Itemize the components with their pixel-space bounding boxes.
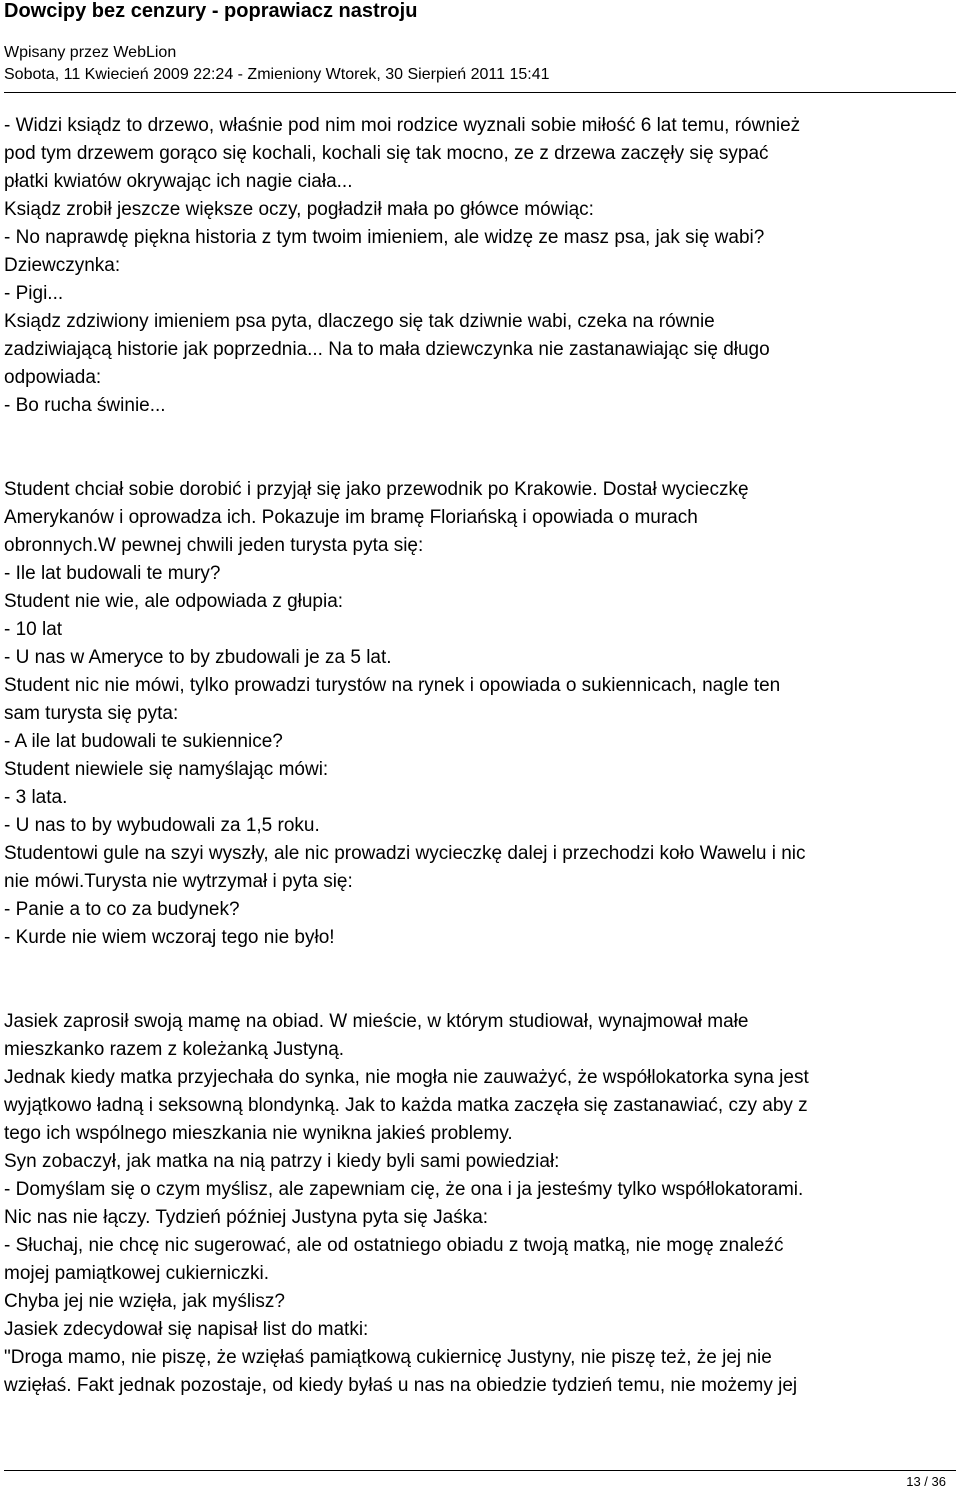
text-line: Nic nas nie łączy. Tydzień później Justyna pyta się Jaśka: <box>4 1207 489 1228</box>
joke-block <box>4 112 956 420</box>
page-header <box>4 0 956 86</box>
date-line: Sobota, 11 Kwiecień 2009 22:24 - Zmieniony Wtorek, 30 Sierpień 2011 15:41 <box>4 66 550 83</box>
text-line: sam turysta się pyta: <box>4 703 179 724</box>
text-line: Amerykanów i oprowadza ich. Pokazuje im bramę Floriańską i opowiada o murach <box>4 507 698 528</box>
text-line: wzięłaś. Fakt jednak pozostaje, od kiedy byłaś u nas na obiedzie tydzień temu, nie możemy jej <box>4 1375 798 1396</box>
text-line: odpowiada: <box>4 367 102 388</box>
header-divider <box>4 92 956 93</box>
joke-separator <box>4 952 956 1008</box>
text-line: - Pigi... <box>4 283 64 304</box>
text-line: - Panie a to co za budynek? <box>4 899 240 920</box>
text-line: - Domyślam się o czym myślisz, ale zapewniam cię, że ona i ja jesteśmy tylko współlokatorami. <box>4 1179 804 1200</box>
text-line: Dziewczynka: <box>4 255 121 276</box>
text-line: mieszkanko razem z koleżanką Justyną. <box>4 1039 345 1060</box>
text-line: Student nie wie, ale odpowiada z głupia: <box>4 591 344 612</box>
text-line: - 10 lat <box>4 619 63 640</box>
joke-block <box>4 1008 956 1400</box>
text-line: Jednak kiedy matka przyjechała do synka, nie mogła nie zauważyć, że współlokatorka syna jest <box>4 1067 809 1088</box>
text-line: tego ich wspólnego mieszkania nie wynikna jakieś problemy. <box>4 1123 513 1144</box>
text-line: Jasiek zaprosił swoją mamę na obiad. W mieście, w którym studiował, wynajmował małe <box>4 1011 749 1032</box>
text-line: - A ile lat budowali te sukiennice? <box>4 731 283 752</box>
text-line: Jasiek zdecydował się napisał list do matki: <box>4 1319 369 1340</box>
text-line: - Widzi ksiądz to drzewo, właśnie pod nim moi rodzice wyznali sobie miłość 6 lat temu, również <box>4 115 801 136</box>
text-line: - Ile lat budowali te mury? <box>4 563 221 584</box>
text-line: - U nas to by wybudowali za 1,5 roku. <box>4 815 320 836</box>
text-line: - No naprawdę piękna historia z tym twoim imieniem, ale widzę ze masz psa, jak się wabi? <box>4 227 765 248</box>
text-line: - U nas w Ameryce to by zbudowali je za 5 lat. <box>4 647 392 668</box>
text-line: mojej pamiątkowej cukierniczki. <box>4 1263 270 1284</box>
page-number: 13 / 36 <box>906 1474 946 1489</box>
text-line: - Kurde nie wiem wczoraj tego nie było! <box>4 927 335 948</box>
joke-block <box>4 476 956 952</box>
text-line: - Słuchaj, nie chcę nic sugerować, ale od ostatniego obiadu z twoją matką, nie mogę znaleźć <box>4 1235 784 1256</box>
text-line: - Bo rucha świnie... <box>4 395 166 416</box>
document-title: Dowcipy bez cenzury - poprawiacz nastroju <box>4 0 418 22</box>
text-line: zadziwiającą historie jak poprzednia... Na to mała dziewczynka nie zastanawiając się długo <box>4 339 770 360</box>
text-line: - 3 lata. <box>4 787 68 808</box>
joke-separator <box>4 420 956 476</box>
author-line: Wpisany przez WebLion <box>4 44 177 61</box>
footer-divider <box>4 1470 956 1471</box>
text-line: Syn zobaczył, jak matka na nią patrzy i kiedy byli sami powiedział: <box>4 1151 560 1172</box>
text-line: Student niewiele się namyślając mówi: <box>4 759 329 780</box>
text-line: Student chciał sobie dorobić i przyjął się jako przewodnik po Krakowie. Dostał wycieczkę <box>4 479 749 500</box>
text-line: Student nic nie mówi, tylko prowadzi turystów na rynek i opowiada o sukiennicach, nagle ten <box>4 675 781 696</box>
text-line: Ksiądz zdziwiony imieniem psa pyta, dlaczego się tak dziwnie wabi, czeka na równie <box>4 311 715 332</box>
text-line: Chyba jej nie wzięła, jak myślisz? <box>4 1291 285 1312</box>
text-line: płatki kwiatów okrywając ich nagie ciała... <box>4 171 353 192</box>
text-line: nie mówi.Turysta nie wytrzymał i pyta się: <box>4 871 353 892</box>
text-line: Ksiądz zrobił jeszcze większe oczy, pogładził mała po główce mówiąc: <box>4 199 594 220</box>
text-line: "Droga mamo, nie piszę, że wzięłaś pamiątkową cukiernicę Justyny, nie piszę też, że jej nie <box>4 1347 772 1368</box>
text-line: wyjątkowo ładną i seksowną blondynką. Jak to każda matka zaczęła się zastanawiać, czy aby z <box>4 1095 808 1116</box>
article-body <box>4 112 956 1400</box>
text-line: pod tym drzewem gorąco się kochali, kochali się tak mocno, ze z drzewa zaczęły się sypać <box>4 143 769 164</box>
text-line: Studentowi gule na szyi wyszły, ale nic prowadzi wycieczkę dalej i przechodzi koło Wawelu i nic <box>4 843 806 864</box>
text-line: obronnych.W pewnej chwili jeden turysta pyta się: <box>4 535 424 556</box>
